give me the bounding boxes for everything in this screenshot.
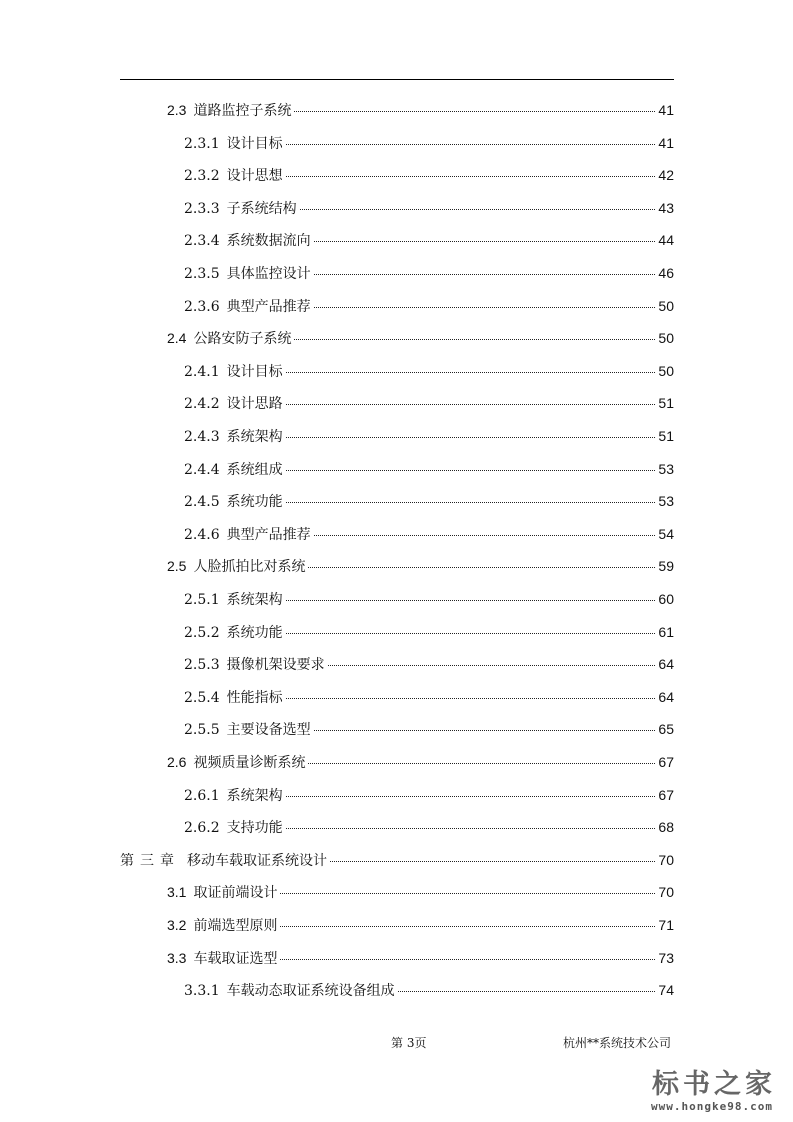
toc-entry-title: 移动车载取证系统设计 — [187, 852, 327, 869]
toc-entry-page: 53 — [658, 460, 674, 477]
toc-dot-leader — [286, 698, 656, 699]
toc-entry-number: 2.3 — [167, 102, 187, 118]
toc-entry-page: 73 — [658, 949, 674, 966]
toc-entry-title: 设计目标 — [226, 363, 283, 380]
toc-entry-title: 人脸抓拍比对系统 — [193, 559, 306, 576]
toc-entry[interactable] — [167, 947, 674, 969]
toc-dot-leader — [314, 274, 656, 275]
toc-entry[interactable] — [184, 425, 674, 447]
toc-entry-title: 车载取证选型 — [193, 950, 278, 967]
toc-entry-page: 67 — [658, 754, 674, 770]
toc-entry-title: 取证前端设计 — [193, 885, 278, 902]
toc-dot-leader — [286, 633, 656, 634]
toc-entry-title: 系统功能 — [226, 494, 283, 511]
toc-entry-number: 2.6.1 — [184, 787, 220, 804]
toc-entry-page: 44 — [658, 232, 674, 249]
toc-entry[interactable] — [184, 523, 674, 545]
toc-entry-page: 65 — [658, 721, 674, 738]
toc-entry-number: 2.4.6 — [184, 526, 220, 543]
toc-entry-number: 2.5.3 — [184, 657, 220, 674]
toc-entry-number: 2.3.4 — [184, 233, 220, 250]
toc-entry[interactable] — [167, 914, 674, 936]
toc-dot-leader — [294, 339, 655, 340]
toc-entry-number: 2.4.1 — [184, 363, 220, 380]
toc-entry-number: 2.3.6 — [184, 298, 220, 315]
toc-entry-number: 2.6 — [167, 754, 187, 770]
toc-dot-leader — [314, 730, 656, 731]
toc-dot-leader — [314, 535, 656, 536]
toc-entry-title: 系统架构 — [226, 787, 283, 804]
toc-entry-title: 摄像机架设要求 — [226, 657, 325, 674]
toc-entry-title: 系统功能 — [226, 624, 283, 641]
toc-dot-leader — [330, 861, 655, 862]
toc-entry[interactable] — [184, 164, 674, 186]
toc-entry-page: 50 — [658, 297, 674, 314]
toc-dot-leader — [286, 437, 656, 438]
toc-entry-page: 74 — [658, 982, 674, 999]
toc-entry-page: 67 — [658, 786, 674, 803]
toc-dot-leader — [286, 828, 656, 829]
toc-entry-title: 主要设备选型 — [226, 722, 311, 739]
toc-dot-leader — [308, 763, 655, 764]
toc-entry-page: 64 — [658, 656, 674, 673]
toc-entry-page: 41 — [658, 134, 674, 151]
toc-dot-leader — [308, 567, 655, 568]
toc-entry-title: 设计目标 — [226, 135, 283, 152]
toc-entry[interactable] — [120, 849, 674, 871]
toc-entry-number: 2.3.1 — [184, 135, 220, 152]
toc-entry-page: 50 — [658, 362, 674, 379]
toc-entry-title: 系统架构 — [226, 592, 283, 608]
toc-entry-page: 53 — [658, 493, 674, 510]
toc-entry[interactable] — [167, 881, 674, 903]
toc-dot-leader — [300, 209, 656, 210]
toc-entry-title: 设计思想 — [226, 168, 283, 185]
toc-entry-title: 支持功能 — [226, 820, 283, 837]
toc-dot-leader — [398, 991, 656, 992]
toc-entry-number: 2.5.5 — [184, 722, 220, 739]
toc-entry-number: 2.4.3 — [184, 429, 220, 445]
toc-entry-title: 系统组成 — [226, 461, 283, 478]
toc-entry[interactable] — [184, 360, 674, 382]
toc-entry-number: 2.5 — [167, 558, 187, 575]
toc-entry-page: 64 — [658, 688, 674, 705]
toc-entry-title: 道路监控子系统 — [193, 103, 292, 119]
toc-entry[interactable] — [167, 327, 674, 349]
toc-entry-title: 前端选型原则 — [193, 918, 278, 934]
toc-entry-title: 具体监控设计 — [226, 266, 311, 282]
footer-company-name: 杭州**系统技术公司 — [563, 1036, 672, 1050]
toc-entry[interactable] — [184, 262, 674, 284]
toc-entry-title: 视频质量诊断系统 — [193, 755, 306, 771]
toc-dot-leader — [286, 372, 656, 373]
toc-entry[interactable] — [184, 229, 674, 251]
toc-entry-number: 2.4.2 — [184, 396, 220, 413]
toc-entry[interactable] — [167, 99, 674, 121]
toc-entry-number: 2.6.2 — [184, 820, 220, 837]
toc-entry[interactable] — [167, 555, 674, 577]
toc-dot-leader — [314, 307, 656, 308]
toc-dot-leader — [286, 502, 656, 503]
header-rule — [120, 79, 674, 80]
toc-entry[interactable] — [184, 295, 674, 317]
toc-entry-page: 43 — [658, 199, 674, 216]
toc-entry-number: 2.5.2 — [184, 624, 220, 641]
toc-entry[interactable] — [184, 718, 674, 740]
toc-entry[interactable] — [184, 621, 674, 643]
toc-entry-number: 3.3 — [167, 949, 187, 966]
toc-dot-leader — [280, 926, 655, 927]
toc-entry[interactable] — [184, 816, 674, 838]
toc-entry-page: 46 — [658, 265, 674, 281]
toc-entry[interactable] — [184, 784, 674, 806]
toc-dot-leader — [286, 600, 656, 601]
toc-entry-page: 42 — [658, 167, 674, 184]
toc-entry-page: 51 — [658, 395, 674, 412]
toc-entry-page: 59 — [658, 558, 674, 575]
toc-dot-leader — [286, 176, 656, 177]
toc-entry-number: 3.3.1 — [184, 983, 220, 1000]
toc-entry-page: 61 — [658, 623, 674, 640]
watermark-logo: 标书之家 — [652, 1069, 776, 1100]
toc-entry-page: 60 — [658, 591, 674, 607]
toc-entry[interactable] — [184, 392, 674, 414]
toc-entry-number: 2.5.4 — [184, 689, 220, 706]
toc-entry[interactable] — [184, 653, 674, 675]
toc-dot-leader — [314, 241, 656, 242]
toc-entry-title: 性能指标 — [226, 689, 283, 706]
toc-dot-leader — [286, 470, 656, 471]
toc-entry-title: 系统架构 — [226, 429, 283, 445]
toc-entry-title: 设计思路 — [226, 396, 283, 413]
toc-entry-number: 2.4.5 — [184, 494, 220, 511]
toc-entry-number: 第三章 — [120, 852, 180, 869]
toc-entry-number: 2.4.4 — [184, 461, 220, 478]
toc-dot-leader — [328, 665, 656, 666]
toc-entry[interactable] — [184, 490, 674, 512]
toc-entry-title: 子系统结构 — [226, 200, 297, 217]
toc-entry-number: 3.2 — [167, 917, 187, 933]
toc-entry-number: 2.3.3 — [184, 200, 220, 217]
toc-dot-leader — [286, 144, 656, 145]
toc-entry[interactable] — [184, 197, 674, 219]
toc-entry-page: 50 — [658, 330, 674, 347]
toc-dot-leader — [280, 959, 655, 960]
toc-entry-title: 车载动态取证系统设备组成 — [226, 983, 395, 1000]
toc-entry-number: 2.5.1 — [184, 592, 220, 608]
toc-dot-leader — [294, 111, 655, 112]
toc-entry-page: 51 — [658, 428, 674, 444]
toc-entry-page: 71 — [658, 917, 674, 933]
toc-entry-page: 70 — [658, 851, 674, 868]
toc-entry[interactable] — [184, 458, 674, 480]
toc-entry-page: 54 — [658, 525, 674, 542]
toc-entry-page: 41 — [658, 102, 674, 118]
toc-entry-number: 3.1 — [167, 884, 187, 901]
toc-dot-leader — [286, 404, 656, 405]
toc-entry[interactable] — [167, 751, 674, 773]
toc-entry-title: 公路安防子系统 — [193, 331, 292, 348]
toc-dot-leader — [280, 893, 655, 894]
toc-entry[interactable] — [184, 979, 674, 1001]
toc-entry-number: 2.3.5 — [184, 266, 220, 282]
watermark-url: www.hongke98.com — [651, 1100, 773, 1113]
toc-entry-number: 2.3.2 — [184, 168, 220, 185]
toc-entry-title: 典型产品推荐 — [226, 526, 311, 543]
toc-entry-page: 70 — [658, 884, 674, 901]
toc-entry-number: 2.4 — [167, 330, 187, 347]
toc-entry[interactable] — [184, 132, 674, 154]
toc-entry-title: 系统数据流向 — [226, 233, 311, 250]
toc-entry-title: 典型产品推荐 — [226, 298, 311, 315]
toc-entry-page: 68 — [658, 819, 674, 836]
toc-entry[interactable] — [184, 588, 674, 610]
toc-dot-leader — [286, 796, 656, 797]
toc-entry[interactable] — [184, 686, 674, 708]
footer-page-number: 第 3页 — [391, 1036, 427, 1050]
